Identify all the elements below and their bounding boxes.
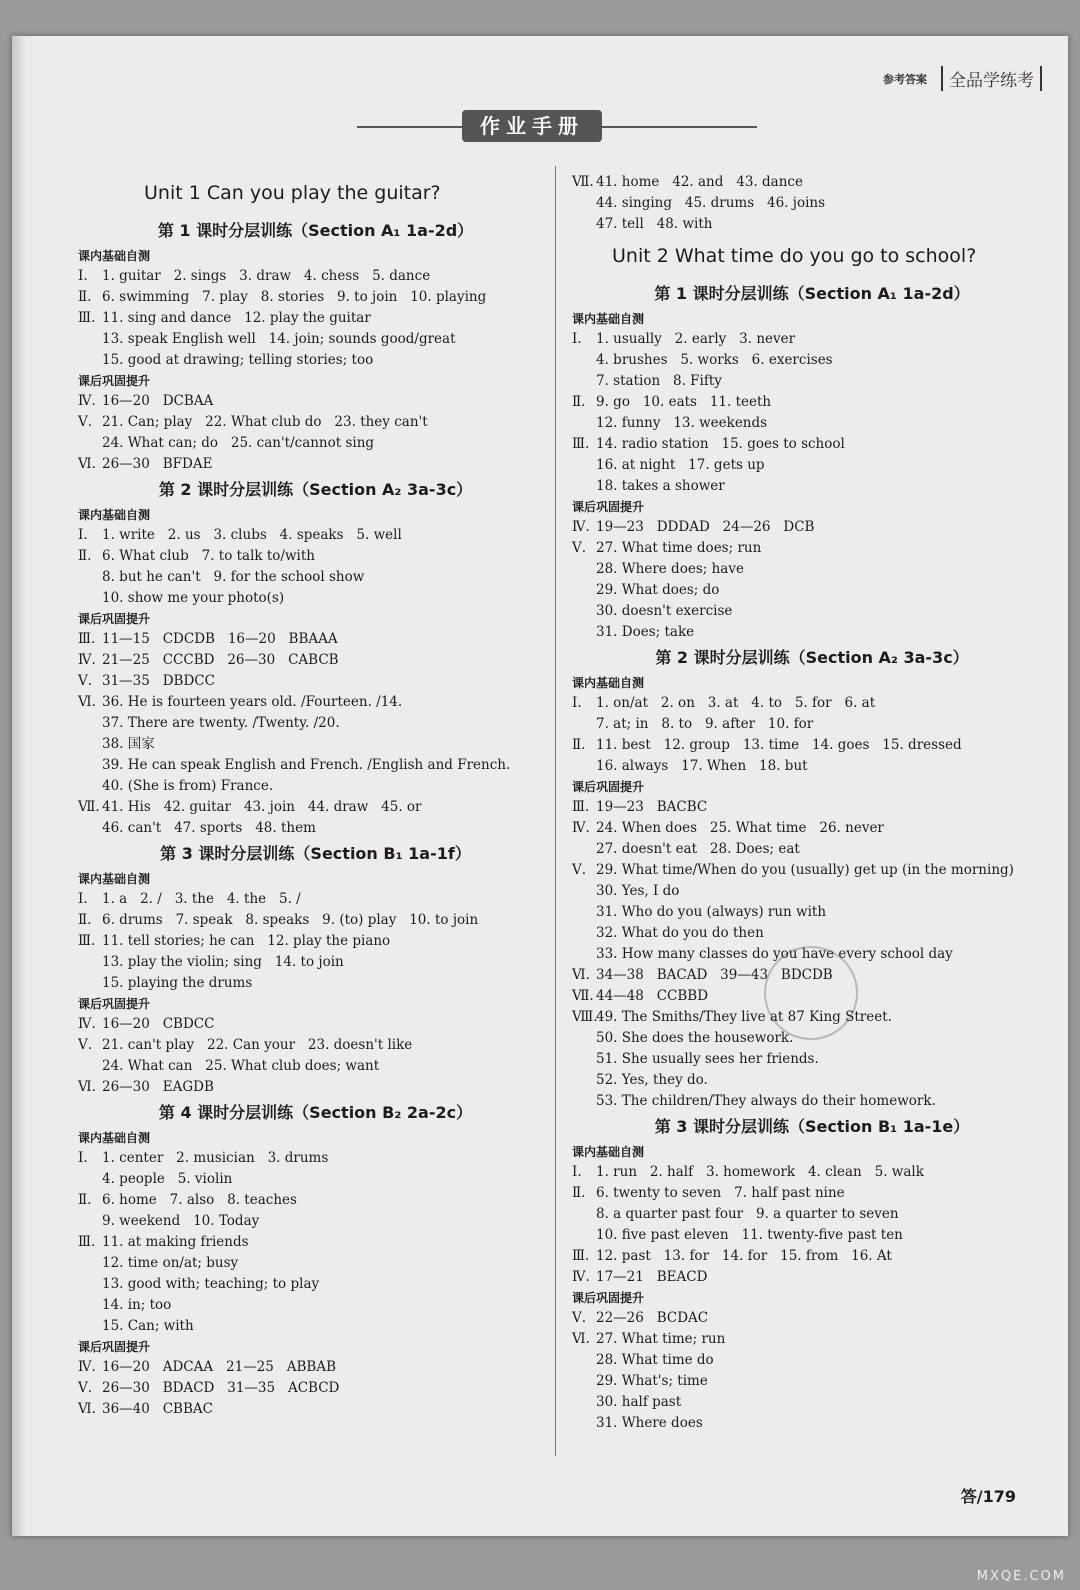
part-numeral: Ⅲ. xyxy=(572,436,590,452)
answer-line xyxy=(572,371,1052,392)
answer-text: 36—40 CBBAC xyxy=(102,1401,213,1417)
answer-text: 6. home 7. also 8. teaches xyxy=(102,1192,297,1208)
answer-text: 11. tell stories; he can 12. play the piano xyxy=(102,933,391,949)
answer-text: 1. run 2. half 3. homework 4. clean 5. walk xyxy=(596,1164,924,1180)
answer-text: 47. tell 48. with xyxy=(596,216,713,232)
right-column xyxy=(572,172,1052,1434)
answer-line xyxy=(78,1211,553,1232)
answer-text: 11. at making friends xyxy=(102,1234,249,1250)
part-numeral: Ⅴ. xyxy=(78,673,93,689)
answer-text: 32. What do you do then xyxy=(596,925,764,941)
subsection-heading: 课内基础自测 xyxy=(572,676,645,690)
answer-line xyxy=(572,1204,1052,1225)
answer-line xyxy=(78,1357,553,1378)
answer-line xyxy=(78,755,553,776)
answer-line xyxy=(78,525,553,546)
answer-text: 1. center 2. musician 3. drums xyxy=(102,1150,329,1166)
answer-line xyxy=(572,714,1052,735)
part-numeral: Ⅵ. xyxy=(572,967,590,983)
answer-line xyxy=(78,1399,553,1420)
answer-text: 53. The children/They always do their homework. xyxy=(596,1093,936,1109)
answer-text: 30. Yes, I do xyxy=(596,883,680,899)
answer-line xyxy=(572,559,1052,580)
answer-line xyxy=(572,1413,1052,1434)
banner-title: 作业手册 xyxy=(462,110,602,142)
answer-text: 40. (She is from) France. xyxy=(102,778,274,794)
answer-text: 16—20 ADCAA 21—25 ABBAB xyxy=(102,1359,336,1375)
part-numeral: Ⅳ. xyxy=(78,652,96,668)
answer-line xyxy=(78,671,553,692)
answer-text: 24. What can; do 25. can't/cannot sing xyxy=(102,435,375,451)
answer-text: 6. swimming 7. play 8. stories 9. to join 10. playing xyxy=(102,289,487,305)
answer-text: 31. Who do you (always) run with xyxy=(596,904,827,920)
answer-text: 16—20 DCBAA xyxy=(102,393,214,409)
answer-text: 17—21 BEACD xyxy=(596,1269,708,1285)
part-numeral: Ⅵ. xyxy=(78,1079,96,1095)
answer-text: 29. What time/When do you (usually) get up (in the morning) xyxy=(596,862,1014,878)
answer-text: 9. go 10. eats 11. teeth xyxy=(596,394,772,410)
answer-line xyxy=(572,413,1052,434)
part-numeral: Ⅰ. xyxy=(572,695,582,711)
answer-text: 44—48 CCBBD xyxy=(596,988,709,1004)
page-spine xyxy=(12,36,26,1536)
subsection-heading: 课后巩固提升 xyxy=(78,374,151,388)
answer-line xyxy=(78,713,553,734)
answer-line xyxy=(572,193,1052,214)
lesson-title: 第 4 课时分层训练（Section B₂ 2a-2c） xyxy=(158,1103,473,1122)
answer-text: 37. There are twenty. /Twenty. /20. xyxy=(102,715,340,731)
subsection-heading: 课后巩固提升 xyxy=(572,780,645,794)
lesson-title: 第 1 课时分层训练（Section A₁ 1a-2d） xyxy=(654,284,970,303)
lesson-title: 第 2 课时分层训练（Section A₂ 3a-3c） xyxy=(158,480,473,499)
answer-line xyxy=(572,1162,1052,1183)
answer-text: 1. on/at 2. on 3. at 4. to 5. for 6. at xyxy=(596,695,876,711)
subsection-heading: 课内基础自测 xyxy=(78,872,151,886)
part-numeral: Ⅲ. xyxy=(78,631,96,647)
answer-text: 34—38 BACAD 39—43 BDCDB xyxy=(596,967,833,983)
answer-text: 12. funny 13. weekends xyxy=(596,415,768,431)
answer-text: 38. 国家 xyxy=(102,736,155,752)
answer-line xyxy=(572,756,1052,777)
answer-line xyxy=(78,692,553,713)
answer-line xyxy=(572,1267,1052,1288)
answer-line xyxy=(572,1329,1052,1350)
part-numeral: Ⅴ. xyxy=(78,1380,93,1396)
answer-text: 12. past 13. for 14. for 15. from 16. At xyxy=(596,1248,892,1264)
part-numeral: Ⅵ. xyxy=(78,1401,96,1417)
subsection-heading: 课后巩固提升 xyxy=(78,997,151,1011)
answer-line xyxy=(78,818,553,839)
answer-line xyxy=(572,1371,1052,1392)
part-numeral: Ⅲ. xyxy=(572,799,590,815)
answer-text: 41. His 42. guitar 43. join 44. draw 45. or xyxy=(102,799,422,815)
answer-text: 27. What time does; run xyxy=(596,540,762,556)
answer-line xyxy=(572,797,1052,818)
part-numeral: Ⅰ. xyxy=(78,527,88,543)
part-numeral: Ⅴ. xyxy=(572,862,587,878)
subsection-heading: 课后巩固提升 xyxy=(78,1340,151,1354)
part-numeral: Ⅵ. xyxy=(78,456,96,472)
answer-text: 31. Where does xyxy=(596,1415,703,1431)
answer-line xyxy=(572,329,1052,350)
part-numeral: Ⅳ. xyxy=(572,519,590,535)
answer-text: 15. Can; with xyxy=(102,1318,194,1334)
answer-text: 19—23 BACBC xyxy=(596,799,708,815)
answer-line xyxy=(78,910,553,931)
answer-line xyxy=(572,392,1052,413)
answer-line xyxy=(572,476,1052,497)
part-numeral: Ⅳ. xyxy=(572,820,590,836)
subsection-heading: 课内基础自测 xyxy=(572,312,645,326)
answer-text: 15. playing the drums xyxy=(102,975,253,991)
part-numeral: Ⅶ. xyxy=(78,799,100,815)
answer-text: 6. drums 7. speak 8. speaks 9. (to) play 10. to join xyxy=(102,912,479,928)
part-numeral: Ⅴ. xyxy=(78,1037,93,1053)
part-numeral: Ⅴ. xyxy=(572,1310,587,1326)
answer-line xyxy=(78,546,553,567)
answer-line xyxy=(572,1225,1052,1246)
answer-text: 6. What club 7. to talk to/with xyxy=(102,548,315,564)
answer-text: 11. sing and dance 12. play the guitar xyxy=(102,310,371,326)
answer-text: 50. She does the housework. xyxy=(596,1030,794,1046)
subsection-heading: 课内基础自测 xyxy=(78,249,151,263)
answer-text: 10. show me your photo(s) xyxy=(102,590,285,606)
answer-line xyxy=(78,1378,553,1399)
answer-line xyxy=(572,902,1052,923)
answer-text: 26—30 BFDAE xyxy=(102,456,213,472)
part-numeral: Ⅲ. xyxy=(78,933,96,949)
answer-text: 10. five past eleven 11. twenty-five past ten xyxy=(596,1227,903,1243)
part-numeral: Ⅰ. xyxy=(572,1164,582,1180)
answer-line xyxy=(78,797,553,818)
answer-line xyxy=(78,1295,553,1316)
page-number: 答/179 xyxy=(960,1487,1016,1506)
part-numeral: Ⅱ. xyxy=(572,737,586,753)
answer-line xyxy=(572,1091,1052,1112)
answer-text: 4. brushes 5. works 6. exercises xyxy=(596,352,833,368)
answer-line xyxy=(78,1232,553,1253)
page-header xyxy=(883,66,1042,91)
answer-page xyxy=(12,36,1068,1536)
part-numeral: Ⅴ. xyxy=(78,414,93,430)
answer-line xyxy=(78,1056,553,1077)
answer-line xyxy=(572,1070,1052,1091)
answer-text: 36. He is fourteen years old. /Fourteen. /14. xyxy=(102,694,403,710)
answer-line xyxy=(572,860,1052,881)
part-numeral: Ⅱ. xyxy=(572,394,586,410)
part-numeral: Ⅶ. xyxy=(572,988,594,1004)
part-numeral: Ⅷ. xyxy=(572,1009,598,1025)
answer-line xyxy=(572,601,1052,622)
part-numeral: Ⅱ. xyxy=(78,912,92,928)
answer-line xyxy=(78,1274,553,1295)
answer-text: 30. half past xyxy=(596,1394,682,1410)
answer-line xyxy=(78,433,553,454)
answer-text: 1. guitar 2. sings 3. draw 4. chess 5. dance xyxy=(102,268,431,284)
answer-line xyxy=(78,350,553,371)
subsection-heading: 课内基础自测 xyxy=(572,1145,645,1159)
answer-line xyxy=(78,1169,553,1190)
answer-line xyxy=(78,1014,553,1035)
part-numeral: Ⅰ. xyxy=(78,891,88,907)
answer-text: 6. twenty to seven 7. half past nine xyxy=(596,1185,845,1201)
header-ref: 参考答案 xyxy=(883,72,927,86)
answer-line xyxy=(78,629,553,650)
answer-line xyxy=(78,1316,553,1337)
subsection-heading: 课后巩固提升 xyxy=(572,500,645,514)
answer-text: 1. a 2. / 3. the 4. the 5. / xyxy=(102,891,301,907)
header-brand: 全品学练考 xyxy=(941,66,1042,91)
section-banner xyxy=(357,110,757,144)
answer-text: 16. always 17. When 18. but xyxy=(596,758,808,774)
answer-text: 24. What can 25. What club does; want xyxy=(102,1058,380,1074)
lesson-title: 第 3 课时分层训练（Section B₁ 1a-1f） xyxy=(160,844,471,863)
answer-line xyxy=(572,1049,1052,1070)
answer-line xyxy=(572,580,1052,601)
answer-line xyxy=(78,889,553,910)
unit-title: Unit 1 Can you play the guitar? xyxy=(144,182,441,204)
part-numeral: Ⅱ. xyxy=(78,1192,92,1208)
answer-line xyxy=(78,308,553,329)
answer-text: 21. Can; play 22. What club do 23. they can't xyxy=(102,414,428,430)
part-numeral: Ⅱ. xyxy=(78,548,92,564)
answer-text: 13. speak English well 14. join; sounds good/great xyxy=(102,331,456,347)
answer-line xyxy=(78,776,553,797)
answer-text: 52. Yes, they do. xyxy=(596,1072,708,1088)
answer-line xyxy=(572,1183,1052,1204)
answer-line xyxy=(572,434,1052,455)
answer-line xyxy=(572,1246,1052,1267)
part-numeral: Ⅳ. xyxy=(78,1359,96,1375)
answer-line xyxy=(572,735,1052,756)
answer-text: 29. What does; do xyxy=(596,582,720,598)
answer-text: 15. good at drawing; telling stories; too xyxy=(102,352,374,368)
lesson-title: 第 3 课时分层训练（Section B₁ 1a-1e） xyxy=(654,1117,970,1136)
subsection-heading: 课后巩固提升 xyxy=(78,612,151,626)
answer-text: 8. but he can't 9. for the school show xyxy=(102,569,365,585)
part-numeral: Ⅴ. xyxy=(572,540,587,556)
part-numeral: Ⅰ. xyxy=(78,268,88,284)
part-numeral: Ⅳ. xyxy=(572,1269,590,1285)
answer-text: 39. He can speak English and French. /English and French. xyxy=(102,757,511,773)
answer-line xyxy=(78,1253,553,1274)
part-numeral: Ⅳ. xyxy=(78,393,96,409)
watermark: MXQE.COM xyxy=(976,1569,1066,1584)
answer-text: 7. station 8. Fifty xyxy=(596,373,722,389)
subsection-heading: 课内基础自测 xyxy=(78,508,151,522)
answer-text: 26—30 BDACD 31—35 ACBCD xyxy=(102,1380,340,1396)
answer-text: 46. can't 47. sports 48. them xyxy=(102,820,316,836)
answer-text: 8. a quarter past four 9. a quarter to seven xyxy=(596,1206,899,1222)
answer-line xyxy=(572,622,1052,643)
answer-line xyxy=(78,952,553,973)
part-numeral: Ⅲ. xyxy=(78,310,96,326)
answer-line xyxy=(572,1308,1052,1329)
answer-line xyxy=(78,567,553,588)
answer-text: 7. at; in 8. to 9. after 10. for xyxy=(596,716,814,732)
part-numeral: Ⅵ. xyxy=(78,694,96,710)
part-numeral: Ⅰ. xyxy=(78,1150,88,1166)
answer-line xyxy=(78,650,553,671)
answer-line xyxy=(78,1190,553,1211)
answer-text: 11—15 CDCDB 16—20 BBAAA xyxy=(102,631,338,647)
answer-line xyxy=(572,923,1052,944)
answer-line xyxy=(78,1035,553,1056)
lesson-title: 第 1 课时分层训练（Section A₁ 1a-2d） xyxy=(157,221,474,240)
answer-line xyxy=(78,266,553,287)
answer-line xyxy=(78,412,553,433)
answer-text: 26—30 EAGDB xyxy=(102,1079,214,1095)
answer-line xyxy=(572,350,1052,371)
answer-text: 11. best 12. group 13. time 14. goes 15. dressed xyxy=(596,737,962,753)
answer-text: 31. Does; take xyxy=(596,624,695,640)
part-numeral: Ⅶ. xyxy=(572,174,594,190)
part-numeral: Ⅱ. xyxy=(78,289,92,305)
answer-text: 31—35 DBDCC xyxy=(102,673,215,689)
answer-line xyxy=(572,693,1052,714)
answer-line xyxy=(78,588,553,609)
part-numeral: Ⅰ. xyxy=(572,331,582,347)
answer-line xyxy=(78,973,553,994)
answer-line xyxy=(572,1350,1052,1371)
answer-text: 1. usually 2. early 3. never xyxy=(596,331,796,347)
column-divider xyxy=(555,166,556,1456)
answer-line xyxy=(572,455,1052,476)
answer-line xyxy=(78,1148,553,1169)
answer-text: 44. singing 45. drums 46. joins xyxy=(596,195,826,211)
answer-text: 4. people 5. violin xyxy=(102,1171,233,1187)
answer-text: 12. time on/at; busy xyxy=(102,1255,239,1271)
answer-line xyxy=(78,734,553,755)
answer-line xyxy=(572,517,1052,538)
answer-line xyxy=(78,1077,553,1098)
answer-line xyxy=(572,881,1052,902)
answer-text: 22—26 BCDAC xyxy=(596,1310,709,1326)
subsection-heading: 课后巩固提升 xyxy=(572,1291,645,1305)
part-numeral: Ⅳ. xyxy=(78,1016,96,1032)
answer-line xyxy=(572,839,1052,860)
answer-text: 1. write 2. us 3. clubs 4. speaks 5. well xyxy=(102,527,402,543)
part-numeral: Ⅵ. xyxy=(572,1331,590,1347)
answer-text: 41. home 42. and 43. dance xyxy=(596,174,803,190)
answer-text: 51. She usually sees her friends. xyxy=(596,1051,819,1067)
answer-text: 27. doesn't eat 28. Does; eat xyxy=(596,841,800,857)
part-numeral: Ⅲ. xyxy=(572,1248,590,1264)
answer-text: 13. play the violin; sing 14. to join xyxy=(102,954,344,970)
answer-text: 28. What time do xyxy=(596,1352,714,1368)
answer-text: 16—20 CBDCC xyxy=(102,1016,215,1032)
answer-line xyxy=(78,329,553,350)
answer-line xyxy=(572,1392,1052,1413)
answer-text: 14. radio station 15. goes to school xyxy=(596,436,845,452)
answer-line xyxy=(78,931,553,952)
part-numeral: Ⅲ. xyxy=(78,1234,96,1250)
lesson-title: 第 2 课时分层训练（Section A₂ 3a-3c） xyxy=(655,648,969,667)
answer-line xyxy=(572,818,1052,839)
answer-text: 16. at night 17. gets up xyxy=(596,457,765,473)
answer-text: 21. can't play 22. Can your 23. doesn't like xyxy=(102,1037,413,1053)
answer-text: 19—23 DDDAD 24—26 DCB xyxy=(596,519,815,535)
subsection-heading: 课内基础自测 xyxy=(78,1131,151,1145)
answer-text: 28. Where does; have xyxy=(596,561,744,577)
answer-line xyxy=(78,391,553,412)
answer-line xyxy=(572,538,1052,559)
answer-text: 9. weekend 10. Today xyxy=(102,1213,260,1229)
answer-text: 29. What's; time xyxy=(596,1373,708,1389)
answer-text: 21—25 CCCBD 26—30 CABCB xyxy=(102,652,339,668)
answer-text: 49. The Smiths/They live at 87 King Street. xyxy=(596,1009,892,1025)
unit-title: Unit 2 What time do you go to school? xyxy=(612,245,977,267)
answer-text: 18. takes a shower xyxy=(596,478,725,494)
answer-text: 30. doesn't exercise xyxy=(596,603,733,619)
answer-text: 33. How many classes do you have every school day xyxy=(596,946,953,962)
left-column xyxy=(78,172,553,1420)
answer-line xyxy=(572,172,1052,193)
answer-text: 24. When does 25. What time 26. never xyxy=(596,820,884,836)
part-numeral: Ⅱ. xyxy=(572,1185,586,1201)
answer-text: 13. good with; teaching; to play xyxy=(102,1276,320,1292)
answer-line xyxy=(78,287,553,308)
answer-text: 27. What time; run xyxy=(596,1331,726,1347)
answer-text: 14. in; too xyxy=(102,1297,172,1313)
answer-line xyxy=(78,454,553,475)
answer-line xyxy=(572,214,1052,235)
